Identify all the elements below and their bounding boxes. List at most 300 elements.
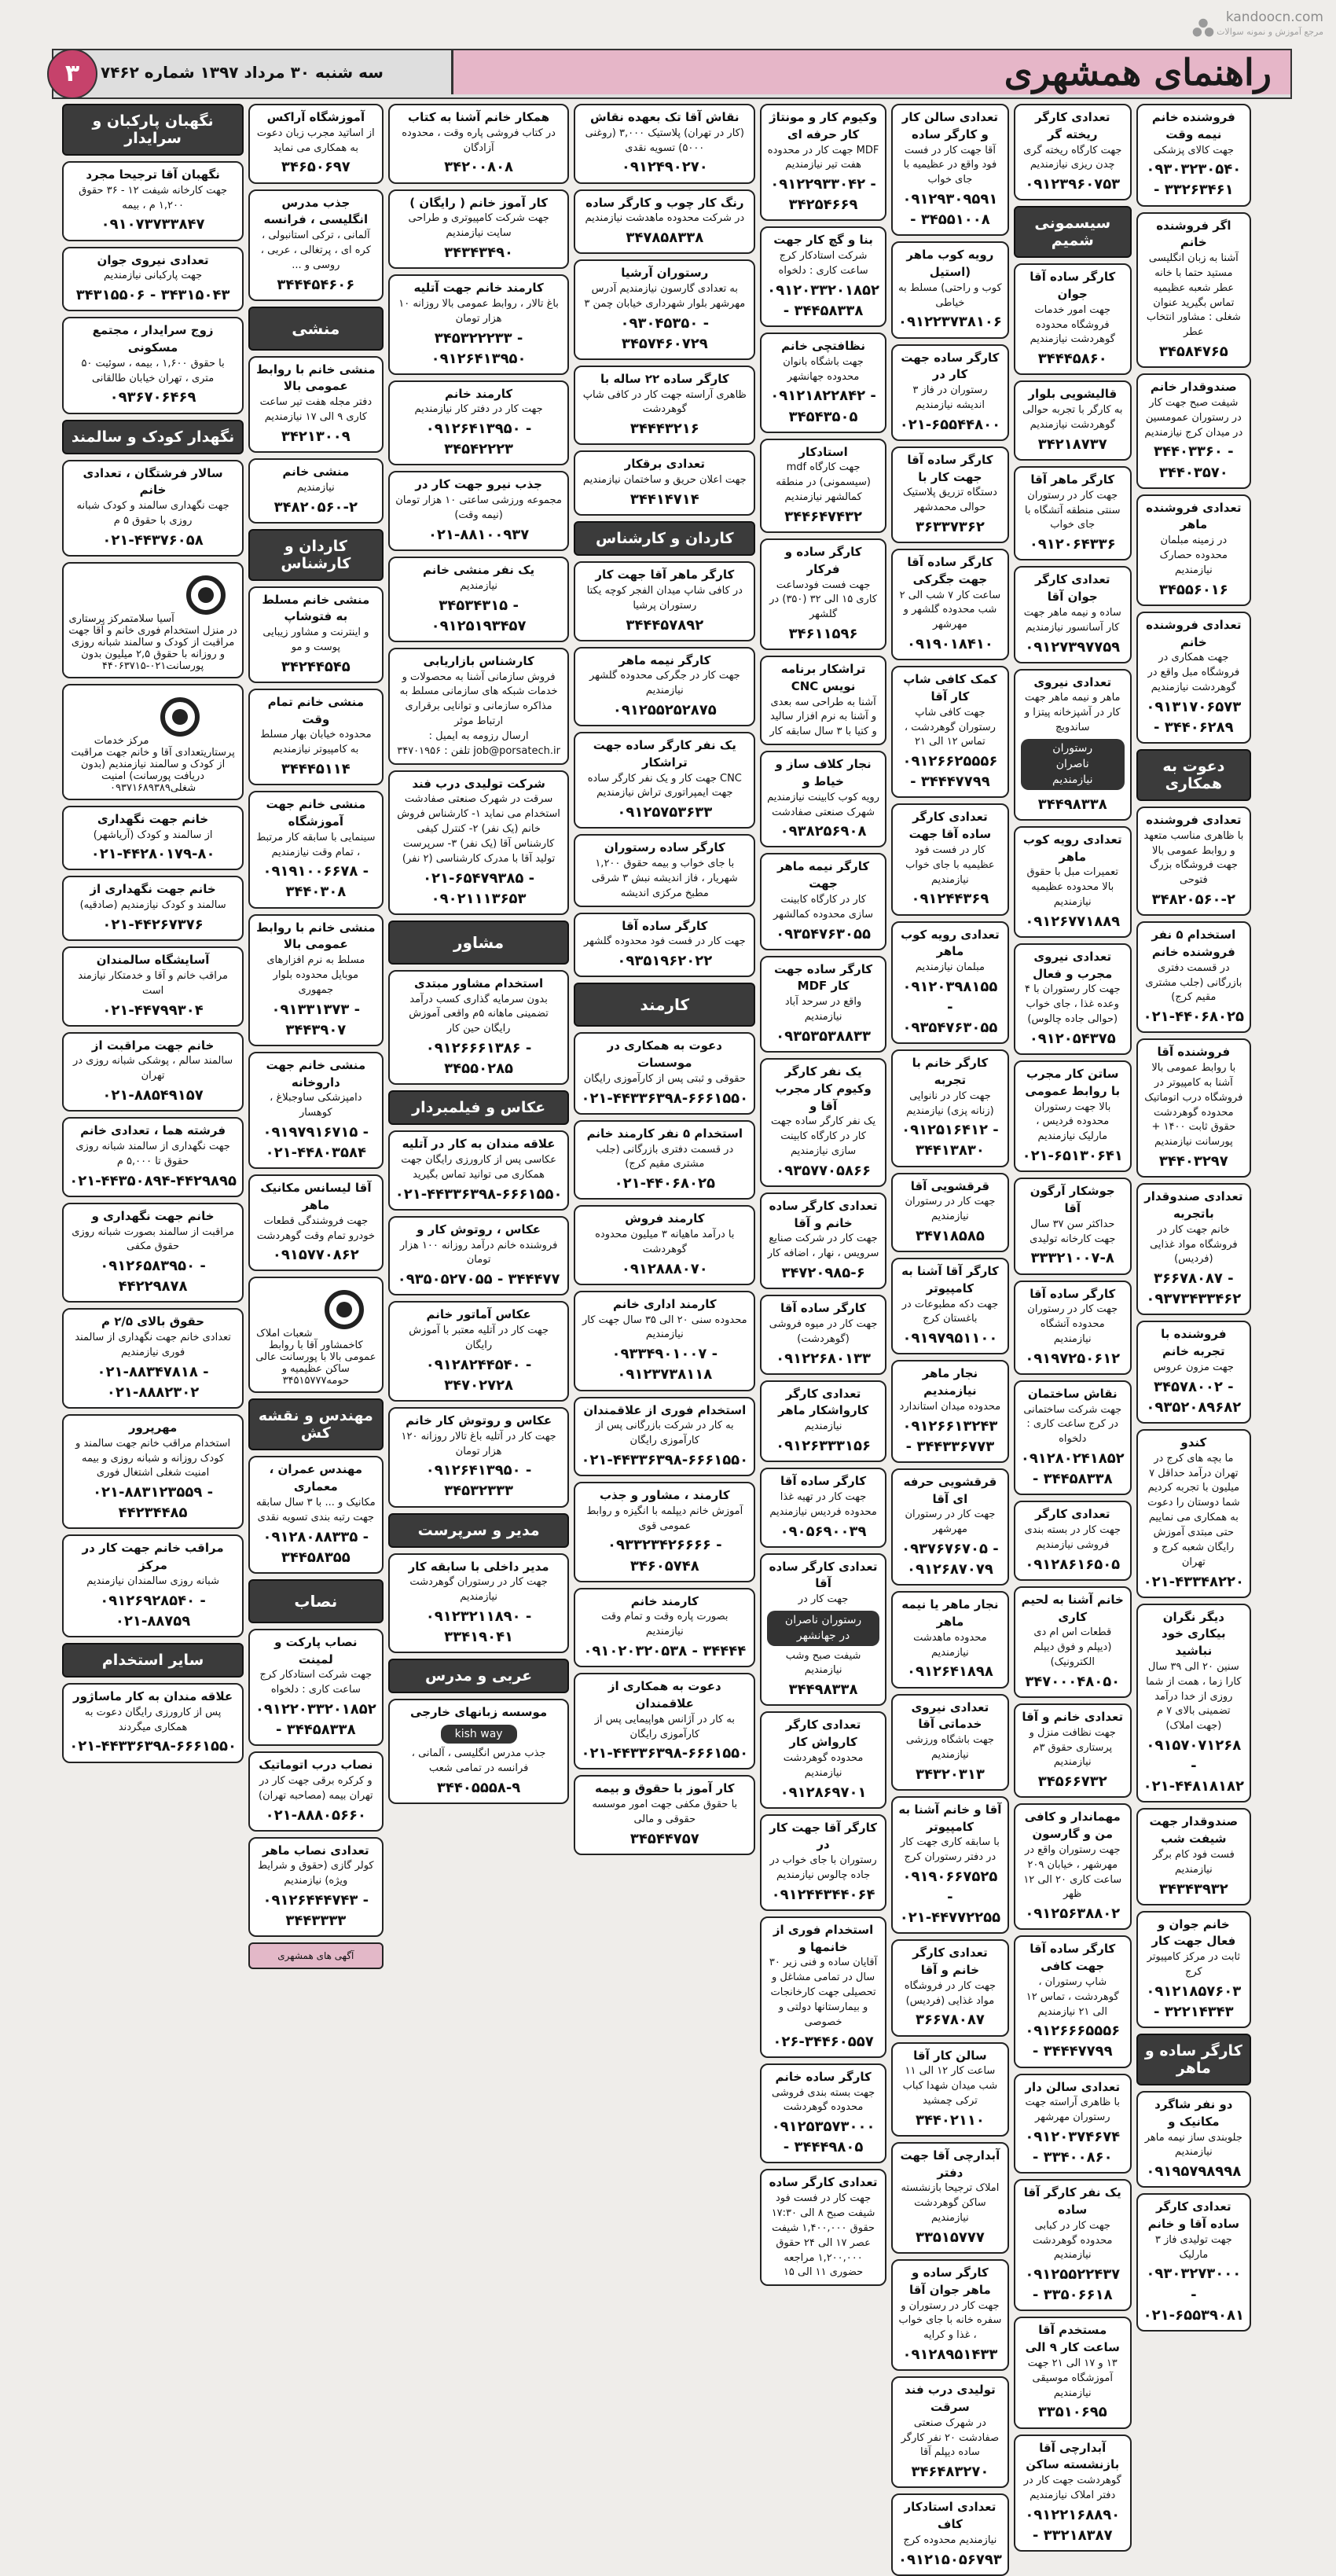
ad-title: تعدادی فروشنده	[1146, 813, 1242, 827]
ad-text: جهت اعلان حریق و ساختمان نیازمندیم	[582, 474, 747, 487]
ad-text: فروشنده خانم درآمد روزانه ۱۰۰ هزار تومان	[399, 1239, 558, 1266]
ad-title: تعدادی نیروی مجرب و فعال	[1033, 949, 1113, 981]
ad-phone: ۳۴۵۷۸۰۰۲ - ۰۹۳۵۲۰۸۹۶۸۲	[1146, 1378, 1242, 1416]
classified-ad	[574, 1120, 755, 1200]
ad-text: دستگاه تزریق پلاستیک حوالی محمدشهر	[902, 487, 997, 514]
ad-keyword: kish way	[441, 1725, 517, 1744]
ad-text: جهت شرکت کامپیوتری و طراحی سایت نیازمندیم	[408, 212, 549, 240]
ad-text: واقع در سرحد آباد نیازمندیم	[784, 996, 862, 1023]
section-header: نگهدار کودک و سالمند	[62, 420, 244, 454]
classified-ad	[1014, 1501, 1132, 1581]
ad-title: دو نفر شاگرد مکانیک و	[1154, 2097, 1233, 2129]
ad-text: با سابقه کاری جهت کار در دفتر رستوران کرج	[900, 1836, 1000, 1864]
ad-phone: ۰۹۱۲۵۵۲۲۴۳۷ - ۳۳۵۰۶۶۱۸	[1025, 2266, 1121, 2304]
section-header: دعوت به همکاری	[1136, 749, 1251, 801]
ad-title: کارگر ساده آقا جهت کافی	[1030, 1942, 1116, 1974]
ad-text: شیفت صبح وشب نیازمندیم	[785, 1649, 861, 1677]
ad-title: تعدادی کارگر ساده آقا و خانم	[1147, 2199, 1240, 2232]
classified-ad	[248, 914, 384, 1046]
ad-phone: ۰۹۱۲۰۵۴۳۷۵	[1029, 1031, 1116, 1048]
ad-phone: ۳۴۴۹۸۳۳۸	[788, 1681, 858, 1699]
ad-text: جهت کار در تهیه غذا محدوده فردیس نیازمندیم	[769, 1490, 877, 1518]
classified-ad	[1136, 1808, 1251, 1905]
ad-text: جهت کار در	[798, 1593, 849, 1606]
ad-phone: ۰۲۱-۶۵۴۷۹۳۸۵ - ۰۹۰۲۱۱۱۳۶۵۳	[423, 869, 535, 907]
ad-title: کندو	[1180, 1435, 1207, 1450]
ad-text: ماهر و نیمه ماهر جهت کار در آشپزخانه پیتزا و ساندویچ	[1024, 692, 1121, 734]
ad-phone: ۳۴۴۰۵۵۵۸-۹	[436, 1779, 521, 1796]
ad-phone: ۳۴۴۰۳۲۹۷	[1158, 1153, 1228, 1170]
ad-title: مهندس عمران ، معماری	[269, 1462, 363, 1494]
ad-title: استخدام مشاور مبتدی	[414, 976, 544, 990]
ad-phone: ۰۲۱-۴۴۰۶۸۰۲۵	[1143, 1009, 1244, 1026]
classified-ad	[388, 1699, 570, 1804]
section-header: مدیر و سرپرست	[388, 1513, 570, 1548]
classified-ad	[891, 241, 1009, 338]
classified-ad	[1014, 2074, 1132, 2174]
ad-phone: ۰۹۱۲۲۹۳۳۰۴۲ - ۳۴۲۵۴۶۶۹	[770, 176, 876, 214]
ad-phone: ۰۹۱۵۷۷۰۸۶۲	[272, 1247, 359, 1264]
ad-phone: ۰۲۱-۴۴۳۳۶۳۹۸-۶۶۶۱۵۵۰	[395, 1185, 563, 1203]
ad-title: کارگر ساده جهت کار در	[901, 350, 1000, 382]
ad-title: خانم جوان و فعال جهت کار	[1151, 1916, 1236, 1949]
ad-title: کارگر ماهر آقا	[1030, 472, 1115, 487]
ad-title: شرکت تولیدی درب فند	[412, 776, 545, 791]
ad-title: آسیا سلامت	[130, 612, 174, 625]
ad-phone: ۰۲۱-۴۳۳۴۸۲۲۰	[1143, 1573, 1244, 1590]
ad-text: جهت بسته بندی فروشی محدوده گوهردشت	[771, 2086, 875, 2114]
ad-title: کارگر ساده جهت کار MDF	[774, 961, 873, 994]
ad-phone: ۰۹۱۹۱۰۰۶۶۷۸ - ۳۴۴۰۳۰۸	[262, 863, 369, 901]
ad-phone: ۰۲۱-۴۴۳۳۶۳۹۸-۶۶۶۱۵۵۰	[581, 1090, 749, 1107]
ad-phone: ۰۲۱-۸۸۸۰۵۶۶۰	[265, 1806, 366, 1824]
logo-ad-box	[62, 562, 244, 678]
ad-phone: ۰۹۱۲۶۶۶۵۵۵۶ - ۳۴۴۴۷۷۹۹	[1025, 2023, 1121, 2060]
classified-ad	[891, 2259, 1009, 2371]
ad-text: جهت کار در آتلیه معتبر با آموزش رایگان	[409, 1325, 549, 1351]
ad-title: جذب مدرس انگلیسی ، فرانسه	[263, 195, 369, 227]
ad-title: سالار فرشتگان ، تعدادی خانم	[83, 465, 223, 498]
ad-phone: ۰۲۱-۴۴۳۳۶۳۹۸-۶۶۶۱۵۵۰	[581, 1451, 749, 1468]
ad-text: فست فود کام برگر نیازمندیم	[1152, 1848, 1235, 1876]
ad-highlight: رستوران ناصران در جهانشهر	[767, 1611, 879, 1646]
ad-title: ساتن کار مجرب با روابط عمومی	[1025, 1067, 1121, 1098]
ad-text: آقا جهت کار در فست فود واقع در عظیمیه با جای خواب	[903, 144, 997, 186]
ad-phone: ۳۴۵۴۴۷۵۷	[629, 1830, 699, 1847]
ad-phone: ۰۲۱-۴۴۳۷۶۰۵۸	[102, 531, 204, 549]
ad-title: کارمند خانم جهت آتلیه	[413, 281, 544, 296]
classified-ad	[1014, 2435, 1132, 2552]
ad-phone: ۳۶۶۷۸۰۸۷ - ۰۹۳۷۳۴۳۳۴۶۲	[1146, 1270, 1242, 1308]
classified-ad	[1136, 212, 1251, 369]
ad-title: کارگر ساده آقا جوان	[1030, 270, 1116, 302]
ad-text: به کارگر با تجربه حوالی گوهردشت نیازمندیم	[1022, 404, 1123, 431]
ad-title: خانم جهت نگهداری از	[90, 882, 216, 897]
classified-ad	[248, 104, 384, 184]
hamshahri-ads-footer: آگهی های همشهری	[248, 1942, 384, 1969]
classified-ad	[62, 946, 244, 1027]
classified-ad	[1136, 2091, 1251, 2188]
ad-text: مجموعه ورزشی ساعتی ۱۰ هزار تومان (نیمه وقت)	[395, 494, 562, 522]
ad-text: حداکثر سن ۳۷ سال جهت کارخانه تولیدی	[1030, 1218, 1116, 1245]
classified-ad	[574, 259, 755, 360]
ad-text: جهت کار رستوران با ۴ وعده غذا ، جای خواب (حوالی جاده چالوس)	[1024, 983, 1121, 1026]
section-header: عربی و مدرس	[388, 1659, 570, 1693]
ad-phone: ۰۹۳۵۷۷۰۵۸۶۶	[776, 1162, 871, 1179]
ad-title: کارمند خانم	[445, 386, 513, 401]
ad-text: جهت کار در رستوران مهرشهر	[905, 1508, 996, 1536]
ad-text: مشاور آقا با روابط عمومی بالا با پورسانت عالی ساکن عظیمیه و حومه	[255, 1339, 376, 1387]
classified-ad	[1014, 1380, 1132, 1495]
ad-phone: ۰۲۱-۴۴۷۹۹۳۰۴	[102, 1001, 204, 1019]
classified-ad	[248, 1751, 384, 1832]
ad-title: منشی خانم	[282, 464, 350, 479]
ad-text: جهت کار در رستوران سنتی منطقه آتشگاه با جای خواب	[1025, 489, 1121, 531]
ad-text: جذب مدرس انگلیسی ، آلمانی ، فرانسه در تمامی شعب	[411, 1747, 546, 1775]
ad-text: جهت کالای پزشکی	[1153, 144, 1235, 156]
ad-text: جهت دکه مطبوعات در باغستان کرج	[901, 1298, 999, 1325]
classified-column	[574, 104, 755, 2576]
ad-text: جهت امور خدمات فروشگاه محدوده گوهردشت نیازمندیم	[1030, 303, 1115, 346]
ad-phone: ۳۴۴۴۵۷۸۹۲	[626, 616, 704, 634]
ad-title: قالیشویی بلوار	[1028, 387, 1118, 402]
ad-title: قرقشویی حرفه ای آقا	[903, 1474, 997, 1506]
ad-phone: ۳۴۲۱۳۰۰۹	[281, 428, 351, 445]
ad-text: جهت رستوران واقع در مهرشهر ، خیابان ۲۰۹ ساعت کاری ۲۰ الی ۱۲ ظهر	[1023, 1843, 1122, 1901]
ad-text: در شهرک صنعتی صفادشت ۲۰ نفر کارگر ساده دیپلم آقا	[901, 2416, 1000, 2459]
classified-ad	[891, 1049, 1009, 1167]
ad-title: یک نفر منشی خانم	[423, 563, 535, 577]
ad-title: تعدادی خانم و آقا	[1022, 1710, 1124, 1725]
ad-title: صندوقدار جهت شیفت شب	[1149, 1814, 1239, 1847]
masthead-title: راهنمای همشهری	[1004, 51, 1272, 94]
ad-phone: ۳۴۵۳۲۲۲۳۳ - ۰۹۱۲۶۴۱۳۹۵۰	[431, 329, 527, 367]
classified-ad	[891, 2042, 1009, 2137]
classified-ad	[1014, 2317, 1132, 2428]
ad-title: نقاش آقا تک بعهده نقاش	[590, 110, 740, 124]
ad-text: جهت تولیدی فاز ۳ مارلیک	[1154, 2233, 1232, 2261]
ad-phone: ۰۹۱۲۶۴۴۴۷۴۳ - ۳۴۴۳۳۳۳	[262, 1892, 369, 1930]
ad-text: آموزش خانم دیپلمه با انگیزه و روابط عمومی قوی	[586, 1505, 743, 1532]
ad-phone: ۰۹۱۲۸۶۹۷۰۱	[780, 1784, 867, 1801]
classifieds-grid	[50, 104, 1251, 2568]
ad-text: تعدادی آقا و خانم جهت مراقبت از کودک و سالمند نیازمندیم (بدون دریافت پورسانت) امنیت شغلی	[71, 746, 226, 794]
ad-title: کارگر ماهر آقا جهت کار	[595, 568, 735, 582]
classified-ad	[891, 1173, 1009, 1253]
ad-text: نیازمندیم	[296, 481, 335, 494]
ad-title: یک نفر کارگر آقا ساده	[1023, 2185, 1121, 2217]
classified-ad	[248, 791, 384, 908]
ad-text: جهت کار در فست فود محدوده گلشهر	[583, 935, 746, 948]
page-number: ۳	[47, 49, 97, 99]
ad-title: سالن کار آقا	[913, 2048, 987, 2063]
classified-ad	[388, 380, 570, 466]
classified-ad	[388, 770, 570, 915]
ad-text: رویه کوب کابینت نیازمندیم شهرک صنعتی صفادشت	[767, 791, 879, 818]
ad-text: جهت کار در کبابی محدوده گوهردشت نیازمندیم	[1032, 2219, 1113, 2262]
section-header: کاردان و کارشناس	[574, 521, 755, 556]
ad-text: جهت مزون عروس	[1153, 1361, 1234, 1373]
classified-ad	[388, 557, 570, 642]
ad-title: آقا لیسانس مکانیک ماهر	[260, 1181, 372, 1212]
ad-text: کار در فست فود عظیمیه با جای خواب نیازمندیم	[905, 843, 995, 886]
ad-title: کارگر نیمه ماهر جهت	[777, 859, 870, 891]
classified-ad	[760, 2169, 886, 2286]
ad-title: تعدادی رویه کوب ماهر	[1022, 832, 1122, 864]
classified-ad	[1014, 466, 1132, 560]
classified-ad	[1136, 494, 1251, 606]
ad-title: تعدادی استادکار کاف	[904, 2500, 996, 2532]
ad-text: به تعدادی گارسون نیازمندیم آدرس مهرشهر بلوار شهرداری خیابان چمن ۳	[584, 282, 746, 310]
ad-text: از اساتید مجرب زبان دعوت به همکاری می نماید	[256, 127, 375, 154]
ad-phone: ۰۹۳۶۷۰۶۴۶۹	[109, 389, 196, 406]
ad-title: عکاس و روتوش کار خانم	[406, 1413, 552, 1428]
classified-ad	[388, 189, 570, 270]
ad-title: نجار ماهر یا نیمه ماهر	[901, 1597, 999, 1629]
ad-title: کارگر ساده آقا	[622, 918, 708, 933]
company-logo-icon	[149, 693, 211, 740]
ad-title: مراقب خانم جهت کار در مرکز	[82, 1541, 224, 1573]
ad-phone: ۰۹۱۹۷۲۵۰۶۱۲	[1025, 1350, 1121, 1367]
classified-ad	[1014, 826, 1132, 938]
classified-ad	[1136, 373, 1251, 488]
ad-text: محدوده سنی ۲۰ الی ۳۵ سال جهت کار نیازمندیم	[582, 1314, 747, 1341]
ad-text: در قسمت دفتری بازرگانی (جلب مشتری مقیم کرج)	[596, 1143, 734, 1170]
classified-ad	[1014, 1281, 1132, 1375]
ad-phone: ۰۹۱۲۶۴۱۳۹۵۰ - ۳۴۵۴۲۲۲۳	[425, 421, 532, 458]
ad-title: نگهبان آقا ترجیحا مجرد	[86, 167, 220, 182]
ad-text: جلوبندی ساز نیمه ماهر نیازمندیم	[1144, 2131, 1242, 2159]
watermark-subtitle: مرجع آموزش و نمونه سوالات	[1217, 27, 1323, 37]
ad-text: جهت کافی شاپ رستوران گوهردشت ، تماس ۱۲ الی ۲۱	[904, 706, 996, 748]
classified-ad	[62, 1683, 244, 1763]
classified-ad	[1014, 1178, 1132, 1274]
classified-column	[62, 104, 244, 2576]
ad-text: بدون سرمایه گذاری کسب درآمد تضمینی ماهانه ۵م واقعی آموزش رایگان حین کار	[409, 993, 549, 1035]
ad-phone: ۰۹۳۵۳۵۳۸۸۳۳	[776, 1027, 871, 1045]
ad-title: استخدام ۵ نفر فروشنده خانم	[1151, 928, 1236, 959]
ad-text: جهت کار در میوه فروشی (گوهردشت)	[769, 1317, 878, 1345]
ad-text: جهت کار در رستوران و سفره خانه با جای خواب ، غذا و کرایه	[898, 2299, 1002, 2342]
ad-phone: ۰۹۱۲۵۳۵۷۳۰۰۰ - ۳۴۴۴۹۸۰۵	[771, 2118, 875, 2156]
ad-text: تعمیرات مبل با حقوق بالا محدوده عظیمیه نیازمندیم	[1026, 866, 1118, 909]
classified-ad	[760, 1380, 886, 1462]
ad-title: کارگر ساده ۲۲ ساله با	[600, 371, 729, 386]
ad-text: آقایان ساده و فنی زیر ۳۰ سال در تمامی مشاغل و تحصیلی جهت کارخانجات و بیمارستانها دولتی و خصوصی	[769, 1957, 878, 2028]
logo-ad-box	[62, 684, 244, 800]
ad-text: جهت شرکت ساختمانی در کرج ساعت کاری : دلخواه	[1023, 1403, 1122, 1446]
ad-phone: ۰۲۱-۴۴۲۶۷۳۷۶	[102, 917, 204, 934]
ad-title: وکیوم کار و مونتاژ کار حرفه ای	[769, 110, 878, 141]
ad-phone: ۳۴۶۱۱۵۹۶	[788, 626, 858, 643]
classified-ad	[891, 921, 1009, 1045]
ad-title: مهماندار و کافی من و گارسون	[1024, 1810, 1121, 1842]
classified-ad	[760, 104, 886, 221]
ad-phone: ۰۹۱۲۴۴۳۴۴۰۶۴	[771, 1886, 875, 1903]
ad-phone: ۰۹۱۲۸۰۸۸۳۳۵ - ۳۴۴۵۸۳۵۵	[262, 1528, 369, 1566]
ad-text: ارسال رزومه به ایمیل : job@porsatech.ir تلفن : ۳۴۷۰۱۹۵۶	[397, 729, 560, 757]
ad-phone: ۰۹۱۵۷۰۷۱۲۶۸ - ۰۲۱-۴۴۸۱۸۱۸۲	[1143, 1737, 1244, 1795]
ad-title: خانم آشنا به لحیم کاری	[1021, 1592, 1124, 1624]
ad-text: جهت فروشندگی قطعات خودرو تمام وقت گوهردشت	[256, 1215, 375, 1242]
ad-phone: ۰۹۱۲۱۸۵۷۶۰۳ - ۳۲۲۱۴۳۴۳	[1146, 1983, 1242, 2020]
ad-phone: ۰۹۳۵۱۹۶۲۰۲۲	[617, 953, 713, 970]
ad-title: عکاس آماتور خانم	[426, 1307, 531, 1322]
ad-title: کارگر ساده آقا	[1030, 1286, 1116, 1301]
classified-ad	[891, 2376, 1009, 2488]
ad-title: تولیدی درب فند سرقت	[905, 2383, 996, 2414]
ad-title: استخدام فوری از خانمها و	[773, 1922, 874, 1954]
classified-ad	[574, 189, 755, 255]
ad-text: با حقوق مکفی جهت امور موسسه حقوقی و مالی	[592, 1799, 738, 1826]
ad-text: جهت شرکت استادکار کرج ساعت کاری : دلخواه	[259, 1669, 373, 1696]
classified-ad	[388, 970, 570, 1085]
masthead-title-box	[451, 50, 1290, 94]
ad-text: MDF جهت کار در محدوده هفت تیر نیازمندیم	[767, 144, 879, 171]
ad-text: جهت کار در آتلیه باغ تالار روزانه ۱۲۰ هزار تومان	[401, 1430, 556, 1457]
classified-ad	[574, 1673, 755, 1769]
classified-ad	[891, 344, 1009, 441]
ad-text: ظاهری آراسته جهت کار در کافی شاپ گوهردشت	[582, 388, 747, 416]
ad-title: کارگر ساده آقا	[780, 1301, 867, 1316]
ad-phone: ۳۴۴۴۵۸۶۰	[1037, 351, 1107, 368]
ad-title: کارگر ساده آقا	[780, 1474, 867, 1489]
ad-text: استخدام مراقب خانم جهت سالمند و کودک روزانه و شبانه روزی و بیمه امنیت شغلی اشتغال فوری	[75, 1437, 231, 1479]
ad-title: تعدادی کارگر ساده آقا	[769, 1559, 878, 1591]
classified-ad	[574, 366, 755, 446]
classified-ad	[574, 732, 755, 829]
ad-text: ساعت کار ۷ شب الی ۲ شب محدوده گلشهر و مهرشهر	[899, 589, 1001, 631]
ad-phone: ۰۲۱-۴۴۳۵۰۸۹۴-۴۴۲۹۸۹۵	[69, 1172, 237, 1189]
ad-phone: ۰۹۱۳۱۷۰۶۵۷۳ - ۳۴۴۰۶۲۸۹	[1146, 698, 1242, 736]
ad-text: در کتاب فروشی پاره وقت ، محدوده آزادگان	[402, 127, 556, 154]
ad-text: مرکز پرستاری در منزل استخدام فوری خانم و آقا جهت مراقبت از کودک و سالمند شبانه روزی و روزانه با حقوق ۲,۵ میلیون بدون پورسانت	[68, 612, 237, 672]
classified-ad	[760, 1058, 886, 1187]
classified-ad	[760, 1814, 886, 1911]
ad-phone: ۳۴۴۹۸۳۳۸	[1037, 796, 1107, 813]
classified-ad	[574, 1482, 755, 1582]
classified-column	[248, 104, 384, 2576]
ad-phone: ۰۹۱۲۲۳۷۳۸۱۰۶	[897, 314, 1002, 331]
ad-title: تعدادی کارگر خانم و آقا	[912, 1946, 988, 1978]
classified-ad	[891, 1591, 1009, 1688]
classified-ad	[760, 1468, 886, 1548]
ad-phone: ۰۹۱۲۶۹۲۸۵۴۰ - ۰۲۱-۸۸۷۵۹	[100, 1592, 206, 1630]
ad-phone: ۳۴۶۴۸۳۲۷۰	[911, 2464, 989, 2481]
ad-phone: ۳۴۴۰۳۳۶۰ - ۳۴۴۰۳۵۷۰	[1154, 443, 1234, 481]
ad-title: فرشته هما ، تعدادی خانم	[80, 1123, 226, 1138]
classified-ad	[760, 1711, 886, 1808]
classified-ad	[574, 1588, 755, 1668]
ad-title: تعدادی فروشنده خانم	[1146, 617, 1242, 649]
classified-ad	[388, 1216, 570, 1296]
ad-phone: ۰۹۱۲۵۶۳۸۸۰۲	[1025, 1905, 1121, 1923]
ad-text: نیازمندیم محدوده کرج	[903, 2534, 997, 2546]
classified-ad	[1014, 943, 1132, 1055]
ad-title: همکار خانم آشنا به کتاب	[408, 110, 550, 124]
ad-phone: ۰۹۱۲۳۹۶۰۷۵۳	[1025, 176, 1121, 193]
ad-phone: ۰۹۳۰۴۵۳۵۰ - ۳۴۵۷۴۶۰۷۲۹	[620, 314, 710, 352]
ad-phone: ۰۹۱۲۶۷۷۱۸۸۹	[1025, 913, 1121, 930]
classified-column	[891, 104, 1009, 2576]
ad-title: نظافتچی خانم	[781, 339, 865, 353]
ad-title: دعوت به همکاری در موسسات	[607, 1038, 722, 1071]
section-header: مشاور	[388, 921, 570, 965]
classified-ad	[388, 1301, 570, 1402]
ad-text: سنین ۲۰ الی ۳۹ سال کارا زما ، همت از شما روزی از خدا درآمد تضمینی بالای ۷ م (جهت املاک)	[1146, 1660, 1242, 1733]
ad-phone: ۳۶۳۳۷۳۶۲	[915, 518, 985, 535]
ad-title: تعدادی کارگر ساده	[769, 2175, 878, 2190]
ad-phone: ۳۴۳۱۵۵۰۶ - ۳۴۳۱۵۰۴۳	[75, 287, 230, 304]
classified-ad	[891, 666, 1009, 798]
ad-phone: ۰۲۱-۴۴۳۳۶۳۹۸-۶۶۶۱۵۵۰	[69, 1738, 237, 1755]
section-header: منشی	[248, 307, 384, 351]
classified-ad	[1014, 1586, 1132, 1698]
ad-phone: ۰۲۱-۶۵۱۳۰۶۴۱	[1022, 1148, 1123, 1165]
ad-text: قطعات اس ام دی (دیپلم و فوق دیپلم الکترونیک)	[1033, 1626, 1112, 1669]
ad-title: نجار کلاف ساز و خیاط و	[775, 757, 872, 788]
ad-text: با جای خواب و بیمه حقوق ۱,۲۰۰ شهریار ، فاز اندیشه نبش ۳ شرقی مطبخ مرکزی اندیشه	[591, 858, 738, 899]
ad-title: کارگر آقا آشنا به کامپیوتر	[901, 1264, 999, 1295]
ad-title: تعدادی کارگر ریخته گر	[1034, 110, 1110, 141]
classified-ad	[1014, 380, 1132, 461]
ad-phone: ۰۹۱۲۸۲۴۴۵۴۰ - ۳۴۷۰۲۷۲۸	[425, 1356, 532, 1394]
ad-phone: ۰۲۱-۸۸۵۴۹۱۵۷	[102, 1087, 204, 1104]
classified-ad	[1014, 1703, 1132, 1798]
ad-phone: ۰۹۱۲۶۴۱۳۹۵۰ - ۳۴۵۳۲۳۳۳	[425, 1462, 532, 1500]
ad-text: خانم جهت کار در فروشگاه مواد غذایی (فردیس)	[1150, 1223, 1238, 1266]
ad-title: عکاس ، روتوش کار و	[417, 1222, 541, 1237]
classified-ad	[62, 1308, 244, 1409]
section-header: عکاس و فیلمبردار	[388, 1090, 570, 1125]
ad-title: تعدادی برقکار	[624, 457, 705, 472]
ad-text: ساعت کار ۱۲ الی ۱۱ شب میدان شهدا کباب ترکی چمشید	[902, 2065, 998, 2107]
classified-ad	[1136, 2193, 1251, 2331]
ad-text: جهت کار در نانوایی (زنانه پزی) نیازمندیم	[906, 1090, 994, 1117]
classified-ad	[760, 751, 886, 847]
ad-title: تعدادی سالن کار و کارگر ساده	[901, 110, 999, 141]
ad-phone: ۰۹۱۲۰۶۴۳۳۶	[1029, 536, 1116, 553]
ad-text: شیفت صبح جهت کار در رستوران عمومسین در میدان کرج نیازمندیم	[1144, 396, 1243, 439]
ad-title: جذب نیرو جهت کار در	[415, 477, 542, 492]
ad-text: محدوده خیابان بهار مسلط به کامپیوتر نیازمندیم	[260, 729, 372, 756]
section-header: سیسمونی شمیم	[1014, 206, 1132, 258]
classified-ad	[1014, 566, 1132, 663]
ad-title: آقا و خانم آشنا به کامپیوتر	[898, 1802, 1002, 1834]
kandoo-logo-icon	[1188, 14, 1218, 44]
ad-phone: ۳۴۳۴۳۹۳۲	[1158, 1880, 1228, 1898]
ad-text: آشنا به زبان انگلیسی مستید حتما با خانه عطر شعبه عظیمیه تماس بگیرید عنوان شغلی : مشاور انتخاب عطر	[1146, 252, 1241, 339]
classified-ad	[248, 1456, 384, 1573]
ad-title: اگر فروشنده خانم	[1156, 218, 1231, 250]
ad-phone: ۳۴۳۲۰۳۱۳	[915, 1766, 985, 1783]
ad-text: جهت نگهداری از سالمند شبانه روزی حقوق تا ۵,۰۰۰ م	[75, 1140, 230, 1167]
ad-title: تعدادی نصاب ماهر	[262, 1843, 369, 1858]
ad-text: با روابط عمومی بالا آشنا به کامپیوتر در فروشگاه درب اتوماتیک محدوده گوهردشت حقوق ثابت ۱۴۰۰ + پورسانت نیازمندیم	[1144, 1062, 1243, 1148]
ad-title: تراشکار برنامه نویس CNC	[780, 662, 866, 693]
ad-text: پس از کارورزی رایگان دعوت به همکاری میگردند	[84, 1706, 222, 1733]
ad-title: تعدادی کارگر ساده خانم و آقا	[769, 1198, 878, 1230]
ad-text: (کار در تهران) پلاستیک ۳,۰۰۰ (روغنی ۵۰۰۰) تسویه نقدی	[585, 127, 744, 154]
ad-phone: ۰۹۱۲۳۲۱۱۸۹۰ - ۳۳۴۱۹۰۴۱	[425, 1608, 532, 1646]
ad-title: تعدادی کارگر ساده آقا جهت	[908, 810, 992, 842]
classified-ad	[891, 1939, 1009, 2036]
ad-title: قرقشویی آقا	[910, 1178, 990, 1193]
classified-ad	[62, 1117, 244, 1197]
classified-ad	[62, 1032, 244, 1112]
ad-text: جهت کار در فست فود شیفت صبح ۸ الی ۱۷:۳۰ حقوق ۱,۴۰۰,۰۰۰ شیفت عصر ۱۷ الی ۲۴ حقوق ۱,۲۰۰,۰۰۰ مراجعه حضوری ۱۱ الی ۱۵	[771, 2192, 875, 2279]
ad-text: جهت کارخانه شیفت ۱۲ - ۳۶ حقوق ۱,۲۰۰ م ، بیمه	[79, 184, 227, 211]
